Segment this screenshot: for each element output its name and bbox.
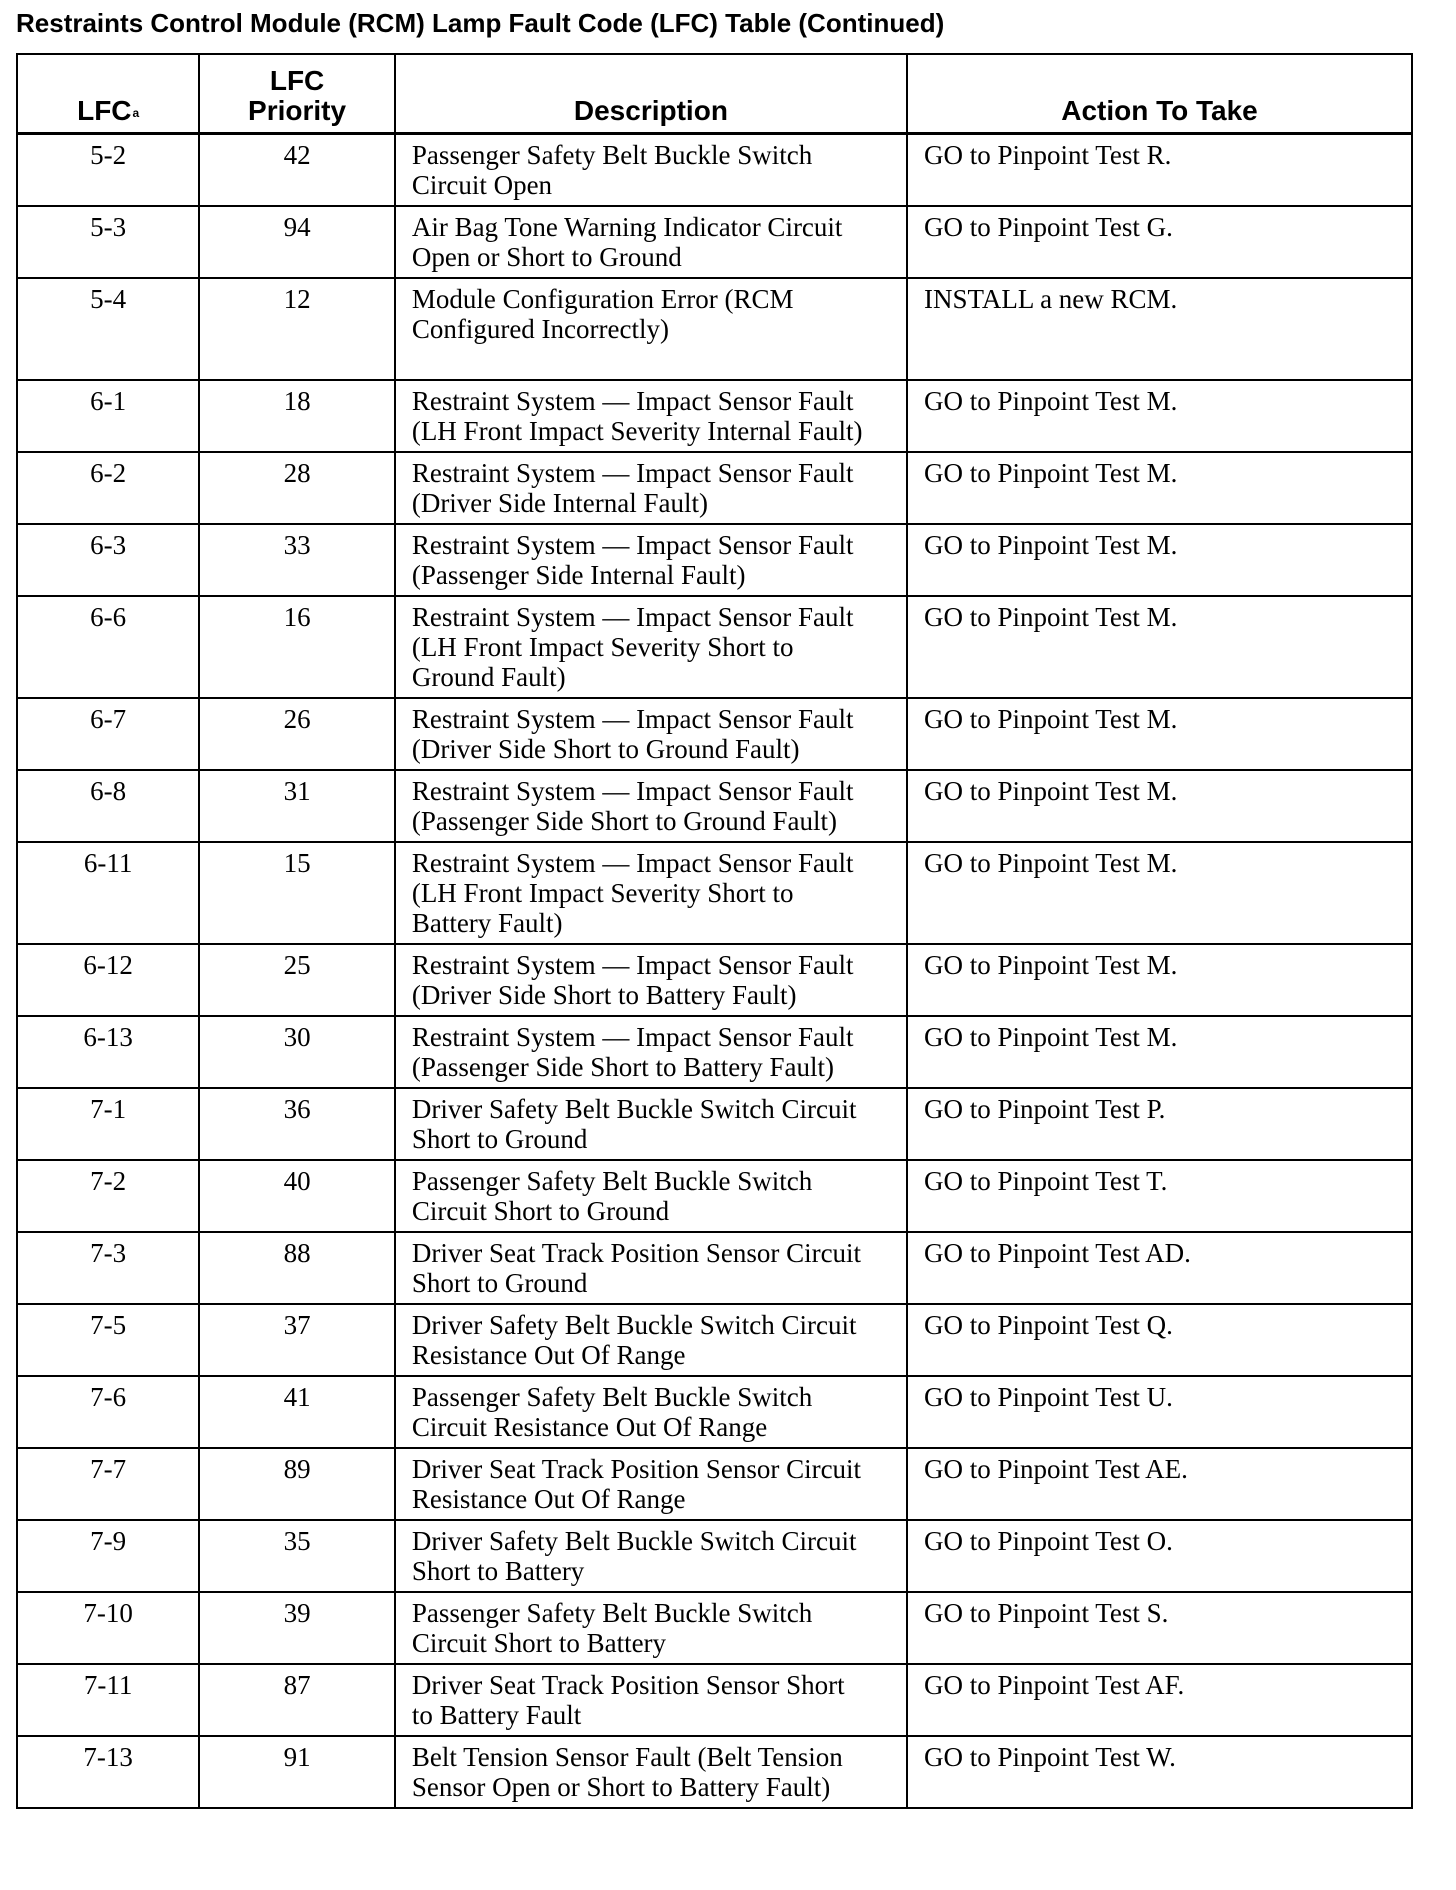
cell-description	[395, 278, 907, 380]
cell-priority: 25	[199, 944, 395, 1016]
cell-lfc: 6-8	[17, 770, 199, 842]
cell-description	[395, 1304, 907, 1376]
cell-action: GO to Pinpoint Test W.	[907, 1736, 1412, 1808]
cell-description	[395, 1160, 907, 1232]
description-line: Driver Seat Track Position Sensor Circuit	[411, 1454, 862, 1484]
description-line: Restraint System — Impact Sensor Fault	[411, 458, 854, 488]
cell-priority: 33	[199, 524, 395, 596]
description-line: (Passenger Side Short to Battery Fault)	[411, 1052, 835, 1082]
cell-priority: 31	[199, 770, 395, 842]
cell-priority: 37	[199, 1304, 395, 1376]
table-row	[17, 524, 1412, 596]
cell-action: GO to Pinpoint Test M.	[907, 380, 1412, 452]
description-line: Circuit Resistance Out Of Range	[411, 1412, 768, 1442]
cell-lfc: 7-2	[17, 1160, 199, 1232]
cell-description	[395, 134, 907, 207]
description-line: Restraint System — Impact Sensor Fault	[411, 776, 854, 806]
header-priority-line1: LFC	[269, 65, 325, 96]
page-title: Restraints Control Module (RCM) Lamp Fault Code (LFC) Table (Continued)	[16, 8, 945, 38]
cell-lfc: 6-3	[17, 524, 199, 596]
cell-action: GO to Pinpoint Test AE.	[907, 1448, 1412, 1520]
description-line: Circuit Short to Battery	[411, 1628, 667, 1658]
cell-description	[395, 698, 907, 770]
cell-description	[395, 596, 907, 698]
table-row	[17, 1376, 1412, 1448]
cell-lfc: 5-3	[17, 206, 199, 278]
cell-priority: 36	[199, 1088, 395, 1160]
header-action: Action To Take	[907, 54, 1412, 134]
cell-lfc: 7-13	[17, 1736, 199, 1808]
description-line: Passenger Safety Belt Buckle Switch	[411, 140, 813, 170]
cell-action: GO to Pinpoint Test M.	[907, 944, 1412, 1016]
cell-priority: 41	[199, 1376, 395, 1448]
header-lfc	[17, 54, 199, 134]
description-line: to Battery Fault	[411, 1700, 582, 1730]
cell-description	[395, 944, 907, 1016]
table-row	[17, 1304, 1412, 1376]
description-line: Restraint System — Impact Sensor Fault	[411, 530, 854, 560]
description-line: Circuit Short to Ground	[411, 1196, 670, 1226]
cell-action: GO to Pinpoint Test G.	[907, 206, 1412, 278]
cell-action: GO to Pinpoint Test M.	[907, 596, 1412, 698]
cell-description	[395, 842, 907, 944]
cell-description	[395, 524, 907, 596]
cell-priority: 15	[199, 842, 395, 944]
description-line: Configured Incorrectly)	[411, 314, 669, 344]
cell-description	[395, 1664, 907, 1736]
description-line: (LH Front Impact Severity Internal Fault)	[411, 416, 863, 446]
cell-lfc: 5-4	[17, 278, 199, 380]
description-line: Restraint System — Impact Sensor Fault	[411, 1022, 854, 1052]
cell-lfc: 7-7	[17, 1448, 199, 1520]
description-line: Restraint System — Impact Sensor Fault	[411, 386, 854, 416]
table-row	[17, 1160, 1412, 1232]
description-line: (Driver Side Short to Battery Fault)	[411, 980, 797, 1010]
table-row	[17, 1592, 1412, 1664]
cell-action: GO to Pinpoint Test P.	[907, 1088, 1412, 1160]
cell-lfc: 7-6	[17, 1376, 199, 1448]
description-line: Passenger Safety Belt Buckle Switch	[411, 1598, 813, 1628]
description-line: Passenger Safety Belt Buckle Switch	[411, 1166, 813, 1196]
cell-lfc: 7-1	[17, 1088, 199, 1160]
description-line: Open or Short to Ground	[411, 242, 682, 272]
cell-action: GO to Pinpoint Test AF.	[907, 1664, 1412, 1736]
description-line: Air Bag Tone Warning Indicator Circuit	[411, 212, 843, 242]
description-line: Driver Safety Belt Buckle Switch Circuit	[411, 1310, 857, 1340]
cell-lfc: 6-12	[17, 944, 199, 1016]
cell-lfc: 7-9	[17, 1520, 199, 1592]
cell-lfc: 6-1	[17, 380, 199, 452]
table-row	[17, 770, 1412, 842]
table-row	[17, 1664, 1412, 1736]
cell-action: GO to Pinpoint Test O.	[907, 1520, 1412, 1592]
cell-description	[395, 1232, 907, 1304]
cell-priority: 40	[199, 1160, 395, 1232]
cell-action: GO to Pinpoint Test R.	[907, 134, 1412, 207]
cell-description	[395, 1592, 907, 1664]
description-line: Driver Safety Belt Buckle Switch Circuit	[411, 1526, 857, 1556]
description-line: Driver Safety Belt Buckle Switch Circuit	[411, 1094, 857, 1124]
header-description: Description	[395, 54, 907, 134]
cell-action: GO to Pinpoint Test S.	[907, 1592, 1412, 1664]
table-row	[17, 1448, 1412, 1520]
cell-priority: 39	[199, 1592, 395, 1664]
description-line: Belt Tension Sensor Fault (Belt Tension	[411, 1742, 843, 1772]
header-priority-line2: Priority	[248, 95, 347, 126]
cell-description	[395, 380, 907, 452]
cell-description	[395, 452, 907, 524]
description-line: Module Configuration Error (RCM	[411, 284, 794, 314]
description-line: (Driver Side Short to Ground Fault)	[411, 734, 800, 764]
description-line: Battery Fault)	[411, 908, 563, 938]
cell-lfc: 6-13	[17, 1016, 199, 1088]
cell-description	[395, 1088, 907, 1160]
table-row	[17, 206, 1412, 278]
cell-priority: 91	[199, 1736, 395, 1808]
description-line: (Passenger Side Short to Ground Fault)	[411, 806, 838, 836]
lfc-table	[16, 53, 1413, 1809]
cell-action: GO to Pinpoint Test M.	[907, 698, 1412, 770]
cell-priority: 30	[199, 1016, 395, 1088]
cell-priority: 28	[199, 452, 395, 524]
table-row	[17, 944, 1412, 1016]
cell-lfc: 7-3	[17, 1232, 199, 1304]
cell-description	[395, 1016, 907, 1088]
table-row	[17, 1232, 1412, 1304]
cell-priority: 87	[199, 1664, 395, 1736]
cell-description	[395, 1448, 907, 1520]
cell-priority: 18	[199, 380, 395, 452]
description-line: Driver Seat Track Position Sensor Circuit	[411, 1238, 862, 1268]
cell-priority: 89	[199, 1448, 395, 1520]
description-line: Restraint System — Impact Sensor Fault	[411, 602, 854, 632]
table-row	[17, 1016, 1412, 1088]
header-priority	[199, 54, 395, 134]
description-line: Restraint System — Impact Sensor Fault	[411, 950, 854, 980]
description-line: Passenger Safety Belt Buckle Switch	[411, 1382, 813, 1412]
description-line: (LH Front Impact Severity Short to	[411, 878, 794, 908]
cell-lfc: 7-11	[17, 1664, 199, 1736]
table-row	[17, 380, 1412, 452]
cell-action: GO to Pinpoint Test M.	[907, 452, 1412, 524]
cell-priority: 35	[199, 1520, 395, 1592]
table-row	[17, 452, 1412, 524]
cell-action: GO to Pinpoint Test M.	[907, 524, 1412, 596]
table-header-row	[17, 54, 1412, 134]
cell-description	[395, 206, 907, 278]
description-line: Short to Battery	[411, 1556, 585, 1586]
table-row	[17, 1736, 1412, 1808]
cell-priority: 26	[199, 698, 395, 770]
description-line: (LH Front Impact Severity Short to	[411, 632, 794, 662]
cell-description	[395, 1520, 907, 1592]
table-row	[17, 698, 1412, 770]
cell-lfc: 7-5	[17, 1304, 199, 1376]
cell-action: GO to Pinpoint Test M.	[907, 1016, 1412, 1088]
cell-lfc: 6-7	[17, 698, 199, 770]
cell-action: GO to Pinpoint Test AD.	[907, 1232, 1412, 1304]
cell-priority: 42	[199, 134, 395, 207]
description-line: Short to Ground	[411, 1268, 588, 1298]
table-row	[17, 134, 1412, 207]
table-row	[17, 842, 1412, 944]
header-lfc-footnote: a	[132, 106, 140, 120]
cell-action: GO to Pinpoint Test M.	[907, 770, 1412, 842]
cell-priority: 16	[199, 596, 395, 698]
description-line: Driver Seat Track Position Sensor Short	[411, 1670, 845, 1700]
description-line: Short to Ground	[411, 1124, 588, 1154]
description-line: (Passenger Side Internal Fault)	[411, 560, 746, 590]
cell-action: INSTALL a new RCM.	[907, 278, 1412, 380]
cell-lfc: 7-10	[17, 1592, 199, 1664]
description-line: Resistance Out Of Range	[411, 1484, 686, 1514]
header-lfc-label: LFC	[77, 95, 132, 126]
cell-priority: 12	[199, 278, 395, 380]
cell-priority: 94	[199, 206, 395, 278]
cell-priority: 88	[199, 1232, 395, 1304]
table-row	[17, 1520, 1412, 1592]
cell-action: GO to Pinpoint Test Q.	[907, 1304, 1412, 1376]
cell-lfc: 6-11	[17, 842, 199, 944]
cell-lfc: 6-2	[17, 452, 199, 524]
cell-description	[395, 1376, 907, 1448]
description-line: Restraint System — Impact Sensor Fault	[411, 704, 854, 734]
table-body	[17, 134, 1412, 1809]
cell-action: GO to Pinpoint Test M.	[907, 842, 1412, 944]
table-row	[17, 1088, 1412, 1160]
cell-description	[395, 770, 907, 842]
description-line: (Driver Side Internal Fault)	[411, 488, 708, 518]
cell-lfc: 6-6	[17, 596, 199, 698]
cell-action: GO to Pinpoint Test U.	[907, 1376, 1412, 1448]
cell-description	[395, 1736, 907, 1808]
description-line: Ground Fault)	[411, 662, 566, 692]
table-row	[17, 278, 1412, 380]
description-line: Circuit Open	[411, 170, 553, 200]
description-line: Resistance Out Of Range	[411, 1340, 686, 1370]
cell-action: GO to Pinpoint Test T.	[907, 1160, 1412, 1232]
table-row	[17, 596, 1412, 698]
description-line: Sensor Open or Short to Battery Fault)	[411, 1772, 831, 1802]
cell-lfc: 5-2	[17, 134, 199, 207]
description-line: Restraint System — Impact Sensor Fault	[411, 848, 854, 878]
